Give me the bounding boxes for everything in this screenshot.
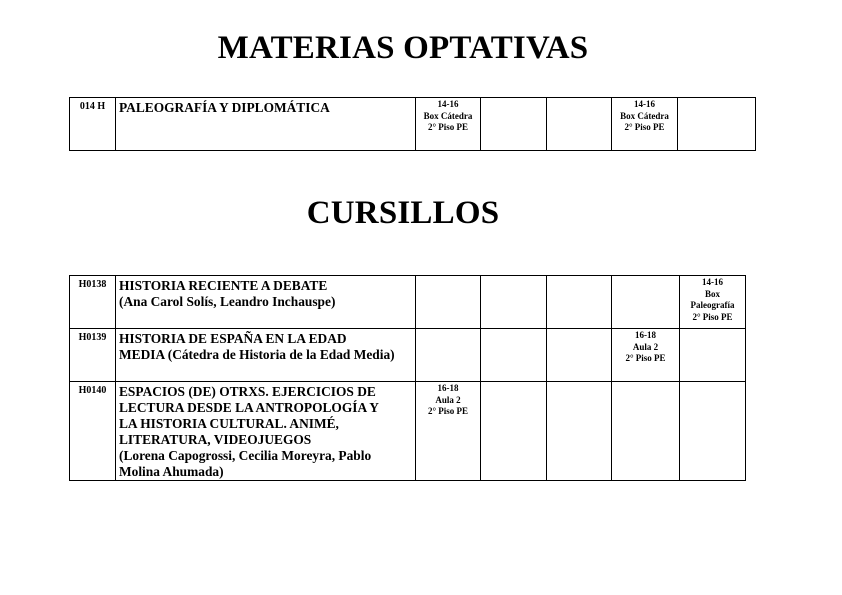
schedule-cell: [416, 382, 481, 481]
schedule-cell: [612, 329, 680, 382]
schedule-text: 16-18: [437, 383, 459, 393]
table-row: [70, 276, 746, 329]
subject-line: ESPACIOS (DE) OTRXS. EJERCICIOS DE: [119, 384, 376, 399]
schedule-cell: [612, 382, 680, 481]
course-subject: [116, 98, 416, 151]
schedule-cell: [416, 276, 481, 329]
cursillos-title: CURSILLOS: [306, 195, 500, 231]
schedule-cell: [547, 382, 612, 481]
schedule-text: 14-16: [634, 99, 655, 109]
schedule-text: 2° Piso PE: [625, 353, 666, 364]
materias-optativas-title: MATERIAS OPTATIVAS: [217, 30, 589, 66]
table-row: [70, 98, 756, 151]
schedule-cell: [481, 329, 547, 382]
course-code: 014 H: [70, 98, 116, 151]
cursillos-table: [69, 275, 746, 481]
schedule-text: Aula 2: [632, 341, 659, 352]
schedule-text: 2° Piso PE: [624, 122, 665, 133]
subject-line: MEDIA (Cátedra de Historia de la Edad Media): [119, 347, 395, 363]
schedule-text: 16-18: [635, 330, 656, 340]
subject-line: PALEOGRAFÍA Y DIPLOMÁTICA: [119, 100, 330, 115]
course-subject: [116, 276, 416, 329]
schedule-cell: [481, 276, 547, 329]
schedule-cell: [416, 329, 481, 382]
table-row: [70, 329, 746, 382]
subject-line: Molina Ahumada): [119, 464, 224, 480]
schedule-cell: [612, 98, 678, 151]
schedule-cell: [680, 276, 746, 329]
schedule-cell: [547, 98, 612, 151]
schedule-cell: [481, 382, 547, 481]
subject-line: (Ana Carol Solís, Leandro Inchauspe): [119, 294, 336, 310]
subject-line: LA HISTORIA CULTURAL. ANIMÉ,: [119, 416, 339, 432]
table-row: [70, 382, 746, 481]
schedule-cell: [612, 276, 680, 329]
subject-line: (Lorena Capogrossi, Cecilia Moreyra, Pablo: [119, 448, 372, 464]
course-code: H0140: [70, 382, 116, 481]
schedule-text: 2° Piso PE: [427, 406, 469, 417]
course-code: H0139: [70, 329, 116, 382]
schedule-cell: [416, 98, 481, 151]
schedule-text: 2° Piso PE: [692, 311, 733, 322]
schedule-text: Paleografía: [690, 300, 735, 311]
materias-optativas-table: [69, 97, 756, 151]
schedule-text: 14-16: [702, 277, 723, 287]
schedule-cell: [547, 329, 612, 382]
schedule-text: Box: [704, 288, 720, 299]
subject-line: HISTORIA RECIENTE A DEBATE: [119, 278, 328, 293]
schedule-cell: [547, 276, 612, 329]
course-subject: [116, 329, 416, 382]
schedule-text: 14-16: [437, 99, 459, 109]
schedule-cell: [680, 329, 746, 382]
schedule-cell: [680, 382, 746, 481]
schedule-text: Aula 2: [435, 394, 461, 405]
schedule-text: Box Cátedra: [620, 110, 669, 121]
schedule-text: Box Cátedra: [423, 110, 473, 121]
course-subject: [116, 382, 416, 481]
subject-line: LECTURA DESDE LA ANTROPOLOGÍA Y: [119, 400, 379, 416]
course-code: H0138: [70, 276, 116, 329]
schedule-cell: [481, 98, 547, 151]
subject-line: HISTORIA DE ESPAÑA EN LA EDAD: [119, 331, 347, 346]
schedule-text: 2° Piso PE: [427, 122, 469, 133]
schedule-cell: [678, 98, 756, 151]
subject-line: LITERATURA, VIDEOJUEGOS: [119, 432, 312, 448]
